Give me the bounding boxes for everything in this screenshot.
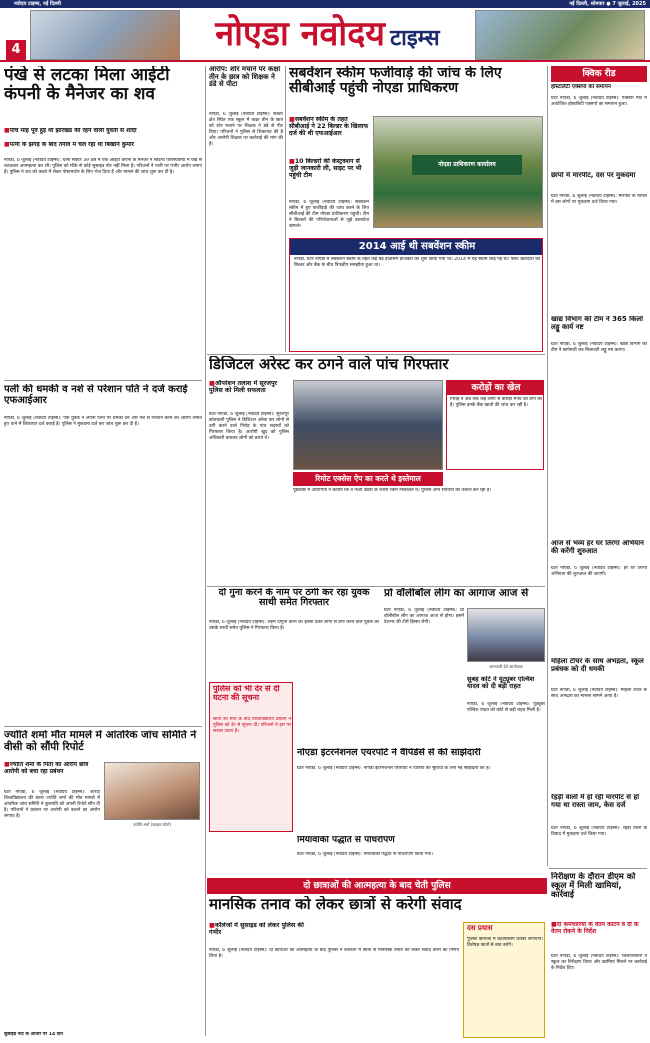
divider: [285, 66, 286, 352]
masthead-photo-left: [30, 10, 180, 60]
left-third-bullet: ■ ज्योति शर्मा के पिता का आरोप छात्र आरोपी को बचा रहा प्रबंधन: [4, 762, 100, 786]
police-delay-box: [209, 682, 293, 832]
masthead-title-main: नोएडा नवोदय: [215, 14, 385, 54]
subvention-box-head: 2014 आई थी सबवेंशन स्कीम: [290, 239, 543, 255]
quick-item-1-body: ग्रेटर नोएडा, 6 जुलाई (नवोदय टाइम्स): एक्सपो मार्ट में आयोजित होस्टलिटी एक्सपो का समापन हुआ।: [551, 96, 647, 107]
bottom-banner: दो छात्राओं की आत्महत्या के बाद चेती पुलिस: [207, 878, 547, 894]
bottom-bullet: ■ कॉलेजों में सुसाइड को लेकर पुलिस की गंभीर: [209, 922, 309, 946]
bottom-box: [463, 922, 545, 1038]
teacher-body: नोएडा, 6 जुलाई (नवोदय टाइम्स): सेक्टर क्षेत्र स्थित एक स्कूल में कक्षा तीन के छात्र को शोर मचाने पर शिक्षक ने डंडे से पीट दिया। परिजनों ने पुलिस से शिकायत की है और आरोपी शिक्षक पर कार्रवाई की मांग की है।: [209, 112, 283, 147]
quick-item-2-body: ग्रेटर नोएडा, 6 जुलाई (नवोदय टाइम्स): मारपीट के मामले में दस लोगों पर मुकदमा दर्ज किया गया।: [551, 194, 647, 205]
police-delay-body: छात्रा की मौत के बाद विश्वविद्यालय प्रबंधन ने पुलिस को देर से सूचना दी। परिजनों ने इस पर सवाल उठाए हैं।: [213, 717, 291, 734]
miyawaki-headline-block: मियावाकी पद्धति से पौधरोपण: [297, 836, 395, 845]
quick-item-3-body: ग्रेटर नोएडा, 6 जुलाई (नवोदय टाइम्स): खाद्य विभाग की टीम ने छापेमारी कर मिलावटी लड्डू नष्ट कराए।: [551, 342, 647, 353]
digital-kicker: ■ ऑपरेशन तलाश में सूरजपुर पुलिस को मिली सफलता: [209, 380, 289, 410]
subvention-box: [289, 238, 543, 352]
left-bullet-1: ■ पांच माह पूर्व हुई थी झारखंड की रहने वाली युवती से शादी: [4, 128, 202, 141]
quick-item-6-body: ग्रेटर नोएडा, 6 जुलाई (नवोदय टाइम्स): रेहड़ी वालों के विवाद में मुकदमा दर्ज किया गया।: [551, 826, 647, 837]
bottom-headline: मानसिक तनाव को लेकर छात्रों से करेगी संवाद: [209, 896, 462, 913]
left-main-headline: पंखे से लटका मिला आईटी कंपनी के मैनेजर का शव: [4, 66, 170, 104]
airport-body: ग्रेटर नोएडा, 6 जुलाई (नवोदय टाइम्स): नोएडा इंटरनेशनल एयरपोर्ट ने यात्रियों की सुविधा के लिए नई साझेदारी की है।: [297, 766, 491, 771]
jyoti-photo: [104, 762, 200, 820]
miyawaki-body: ग्रेटर नोएडा, 6 जुलाई (नवोदय टाइम्स): मियावाकी पद्धति से पौधरोपण किया गया।: [297, 852, 433, 857]
masthead-photo-right: [475, 10, 645, 60]
digital-body: ग्रेटर नोएडा, 6 जुलाई (नवोदय टाइम्स): सूरजपुर कोतवाली पुलिस ने डिजिटल अरेस्ट कर लोगों से ठगी करने वाले गिरोह के पांच सदस्यों को गिरफ्तार किया है। आरोपी खुद को पुलिस अधिकारी बताकर लोगों को डराते थे।: [209, 412, 289, 441]
crore-box-title: करोड़ों का खेल: [447, 381, 544, 395]
inspection-body: ग्रेटर नोएडा, 6 जुलाई (नवोदय टाइम्स): जिलाधिकारी ने स्कूल का निरीक्षण किया और खामियां मिलने पर कार्रवाई के निर्देश दिए।: [551, 954, 647, 971]
masthead: [0, 0, 650, 62]
bottom-box-label: दस प्रयास: [467, 925, 493, 932]
lead-body: नोएडा, 6 जुलाई (नवोदय टाइम्स): सबवेंशन स्कीम में हुए फर्जीवाड़े की जांच करने के लिए सीबीआई की टीम नोएडा प्राधिकरण पहुंची। टीम ने बिल्डरों की परियोजनाओं से जुड़े दस्तावेज खंगाले।: [289, 200, 369, 229]
quick-item-3-head: खाद्य विभाग की टीम ने 365 किलो लड्डू कार्य नष्ट: [551, 316, 643, 331]
divider: [4, 380, 202, 381]
inspection-bullet: ■ दो कर्मचारियों के वेतन काटने व दो के वेतन रोकने के निर्देश: [551, 922, 647, 952]
volleyball-body: ग्रेटर नोएडा, 6 जुलाई (नवोदय टाइम्स): प्रो वॉलीबॉल लीग का आगाज आज से होगा। इसमें देशभर की टीमें हिस्सा लेंगी।: [384, 608, 464, 625]
left-bullet-2: ■ पत्नी के झगड़े के बाद तनाव में चल रहा था बिखान कुमार: [4, 142, 202, 155]
quick-item-4-head: आज से भव्य हर घर तिरंगा अभियान की करेंगी शुरुआत: [551, 540, 644, 555]
page-number: 4: [6, 40, 26, 60]
divider: [207, 354, 545, 355]
police-delay-head: पुलिस को भी देर से दी घटना की सूचना: [213, 685, 280, 702]
left-third-headline: ज्योति शर्मा मौत मामले में आंतरिक जांच समिति ने वीसी को सौंपी रिपोर्ट: [4, 730, 197, 753]
left-bottom-note: सुसाइड नोट के आधार पर 14 दिन: [4, 1032, 63, 1037]
masthead-title-sub: टाइम्स: [390, 26, 440, 51]
divider: [547, 66, 548, 866]
airport-headline: नोएडा इंटरनेशनल एयरपोर्ट ने वैपिडेसे से की साझेदारी: [297, 748, 481, 758]
crore-box: [446, 380, 544, 470]
quick-item-4-body: ग्रेटर नोएडा, 6 जुलाई (नवोदय टाइम्स): हर घर तिरंगा अभियान की शुरुआत की जाएगी।: [551, 566, 647, 577]
lead-bullet-1: ■ सबवेंशन स्कीम के तहत सीबीआई ने 22 बिल्डर के खिलाफ दर्ज की थी एफआईआर: [289, 116, 369, 156]
lead-headline: सबवेंशन स्कीम फर्जीवाड़े की जांच के लिए सीबीआई पहुंची नोएडा प्राधिकरण: [289, 66, 502, 97]
quick-item-1-head: होस्टलिटी एक्सपो का समापन: [551, 84, 611, 90]
bottom-box-body: पुलिस कॉलेजों में काउंसलिंग शिविर लगाएगी। विशेषज्ञ छात्रों से बात करेंगे।: [467, 937, 543, 948]
volleyball-photo: [467, 608, 545, 662]
quick-item-5-head: महिला टीचर के साथ अभद्रता, स्कूल प्रबंधक को दी धमकी: [551, 658, 644, 673]
teacher-kicker: आरोप: शोर मचाने पर कक्षा तीन के छात्र को शिक्षक ने डंडे से पीटा: [209, 66, 281, 89]
volleyball-caption: जानकारी देते आयोजक: [489, 664, 523, 669]
quick-read-column: [551, 66, 647, 866]
left-second-body: नोएडा, 6 जुलाई (नवोदय टाइम्स): एक युवक ने अपनी पत्नी पर धमकी देने और नशे से परेशान करने का आरोप लगाते हुए थाने में शिकायत दर्ज कराई है। पुलिस ने मुकदमा दर्ज कर जांच शुरू कर दी है।: [4, 416, 202, 427]
quick-item-5-body: ग्रेटर नोएडा, 6 जुलाई (नवोदय टाइम्स): महिला टीचर के साथ अभद्रता का मामला सामने आया है।: [551, 688, 647, 699]
youtuber-body: नोएडा, 6 जुलाई (नवोदय टाइम्स): यूट्यूबर एल्विश यादव को कोर्ट से बड़ी राहत मिली है।: [467, 702, 545, 713]
fraud-body: नोएडा, 6 जुलाई (नवोदय टाइम्स): रकम दोगुना करने का झांसा देकर लोगों से ठगी करने वाले युवक को उसके साथी समेत पुलिस ने गिरफ्तार किया है।: [209, 620, 379, 631]
digital-side-body: पूछताछ में आरोपियों ने बताया कि वे फर्जी खातों के जरिये रकम निकालते थे। पुलिस अन्य साथियों की तलाश कर रही है।: [293, 488, 492, 493]
youtuber-headline-block: सुबह कोर्ट ने यूट्यूबर एल्विश यादव को दी बड़ी राहत: [467, 676, 535, 691]
city-date: नई दिल्ली, सोमवार ● 7 जुलाई, 2025: [569, 1, 646, 7]
remote-app-strip: रिमोट एक्सेस ऐप का करते थे इस्तेमाल: [293, 472, 443, 486]
subvention-box-body: नोएडा, ग्रेटर नोएडा में सबवेंशन स्कीम के तहत कई बड़े हाउसिंग प्रोजेक्टों को शुरू किया गया था। 2014 में यह स्कीम लाई गई थी। फ्लैट खरीदारों को बिल्डर और बैंक के बीच त्रिपक्षीय समझौता हुआ था।: [294, 257, 540, 268]
volleyball-headline: प्रो वॉलीबॉल लीग का आगाज आज से: [384, 588, 529, 599]
crore-box-body: गिरोह ने अब तक कई लोगों से करोड़ों रुपये की ठगी की है। पुलिस इनके बैंक खातों की जांच कर रही है।: [450, 397, 542, 408]
divider: [207, 586, 545, 587]
quick-read-header: क्विक रीड: [551, 66, 647, 82]
bottom-body: नोएडा, 6 जुलाई (नवोदय टाइम्स): दो छात्राओं की आत्महत्या के बाद पुलिस ने कॉलेजों में छात्रों से मानसिक तनाव को लेकर संवाद करने का निर्णय लिया है।: [209, 948, 459, 959]
quick-item-6-head: रेहड़ी वालों में हो रही मारपीट से हो गया था रास्ता जाम, केस दर्ज: [551, 794, 640, 809]
inspection-headline: निरीक्षण के दौरान डीएम को स्कूल में मिली खामियां, कार्रवाई: [551, 872, 636, 900]
jyoti-photo-caption: ज्योति शर्मा (फाइल फोटो): [132, 822, 171, 827]
quick-item-2-head: छापों में मारपीट, दस पर मुकदमा: [551, 172, 636, 179]
brand-small: नवोदय टाइम्स, नई दिल्ली: [14, 1, 61, 7]
fraud-headline: दो गुना करने के नाम पर ठगी कर रहा युवक साथी समेत गिरफ्तार: [218, 588, 370, 609]
divider: [4, 726, 202, 727]
left-second-headline: पली की धमकी व नशे से परेशान पति ने दर्ज कराई एफआईआर: [4, 384, 188, 406]
divider: [549, 868, 647, 869]
left-column: [4, 66, 204, 1040]
authority-office-photo: [373, 116, 543, 228]
left-main-body: नोएडा, 6 जुलाई (नवोदय टाइम्स): थाना सेक्टर 39 क्षेत्र में एक आईटी कंपनी के मैनेजर ने संदिग्ध परिस्थितियों में पंखे से लटककर आत्महत्या कर ली। पुलिस को मौके से कोई सुसाइड नोट नहीं मिला है। परिजनों ने पत्नी पर गंभीर आरोप लगाए हैं। पुलिस ने शव को कब्जे में लेकर पोस्टमार्टम के लिए भेज दिया है और मामले की जांच शुरू कर दी है।: [4, 158, 202, 175]
divider: [205, 66, 206, 1036]
lead-bullet-2: ■ 10 बिल्डरों की कंस्ट्रक्शन से जुड़ी जानकारी ली, साइट पर भी पहुंची टीम: [289, 158, 369, 198]
authority-photo-label: नोएडा प्राधिकरण कार्यालय: [412, 155, 522, 175]
masthead-title: [185, 12, 470, 56]
arrest-photo: [293, 380, 443, 470]
left-third-body: ग्रेटर नोएडा, 6 जुलाई (नवोदय टाइम्स): शारदा विश्वविद्यालय की छात्रा ज्योति शर्मा की मौत मामले में आंतरिक जांच समिति ने कुलपति को अपनी रिपोर्ट सौंप दी है। परिजनों ने प्रबंधन पर आरोपी को बचाने का आरोप लगाया है।: [4, 790, 100, 819]
digital-headline: डिजिटल अरेस्ट कर ठगने वाले पांच गिरफ्तार: [209, 356, 449, 373]
